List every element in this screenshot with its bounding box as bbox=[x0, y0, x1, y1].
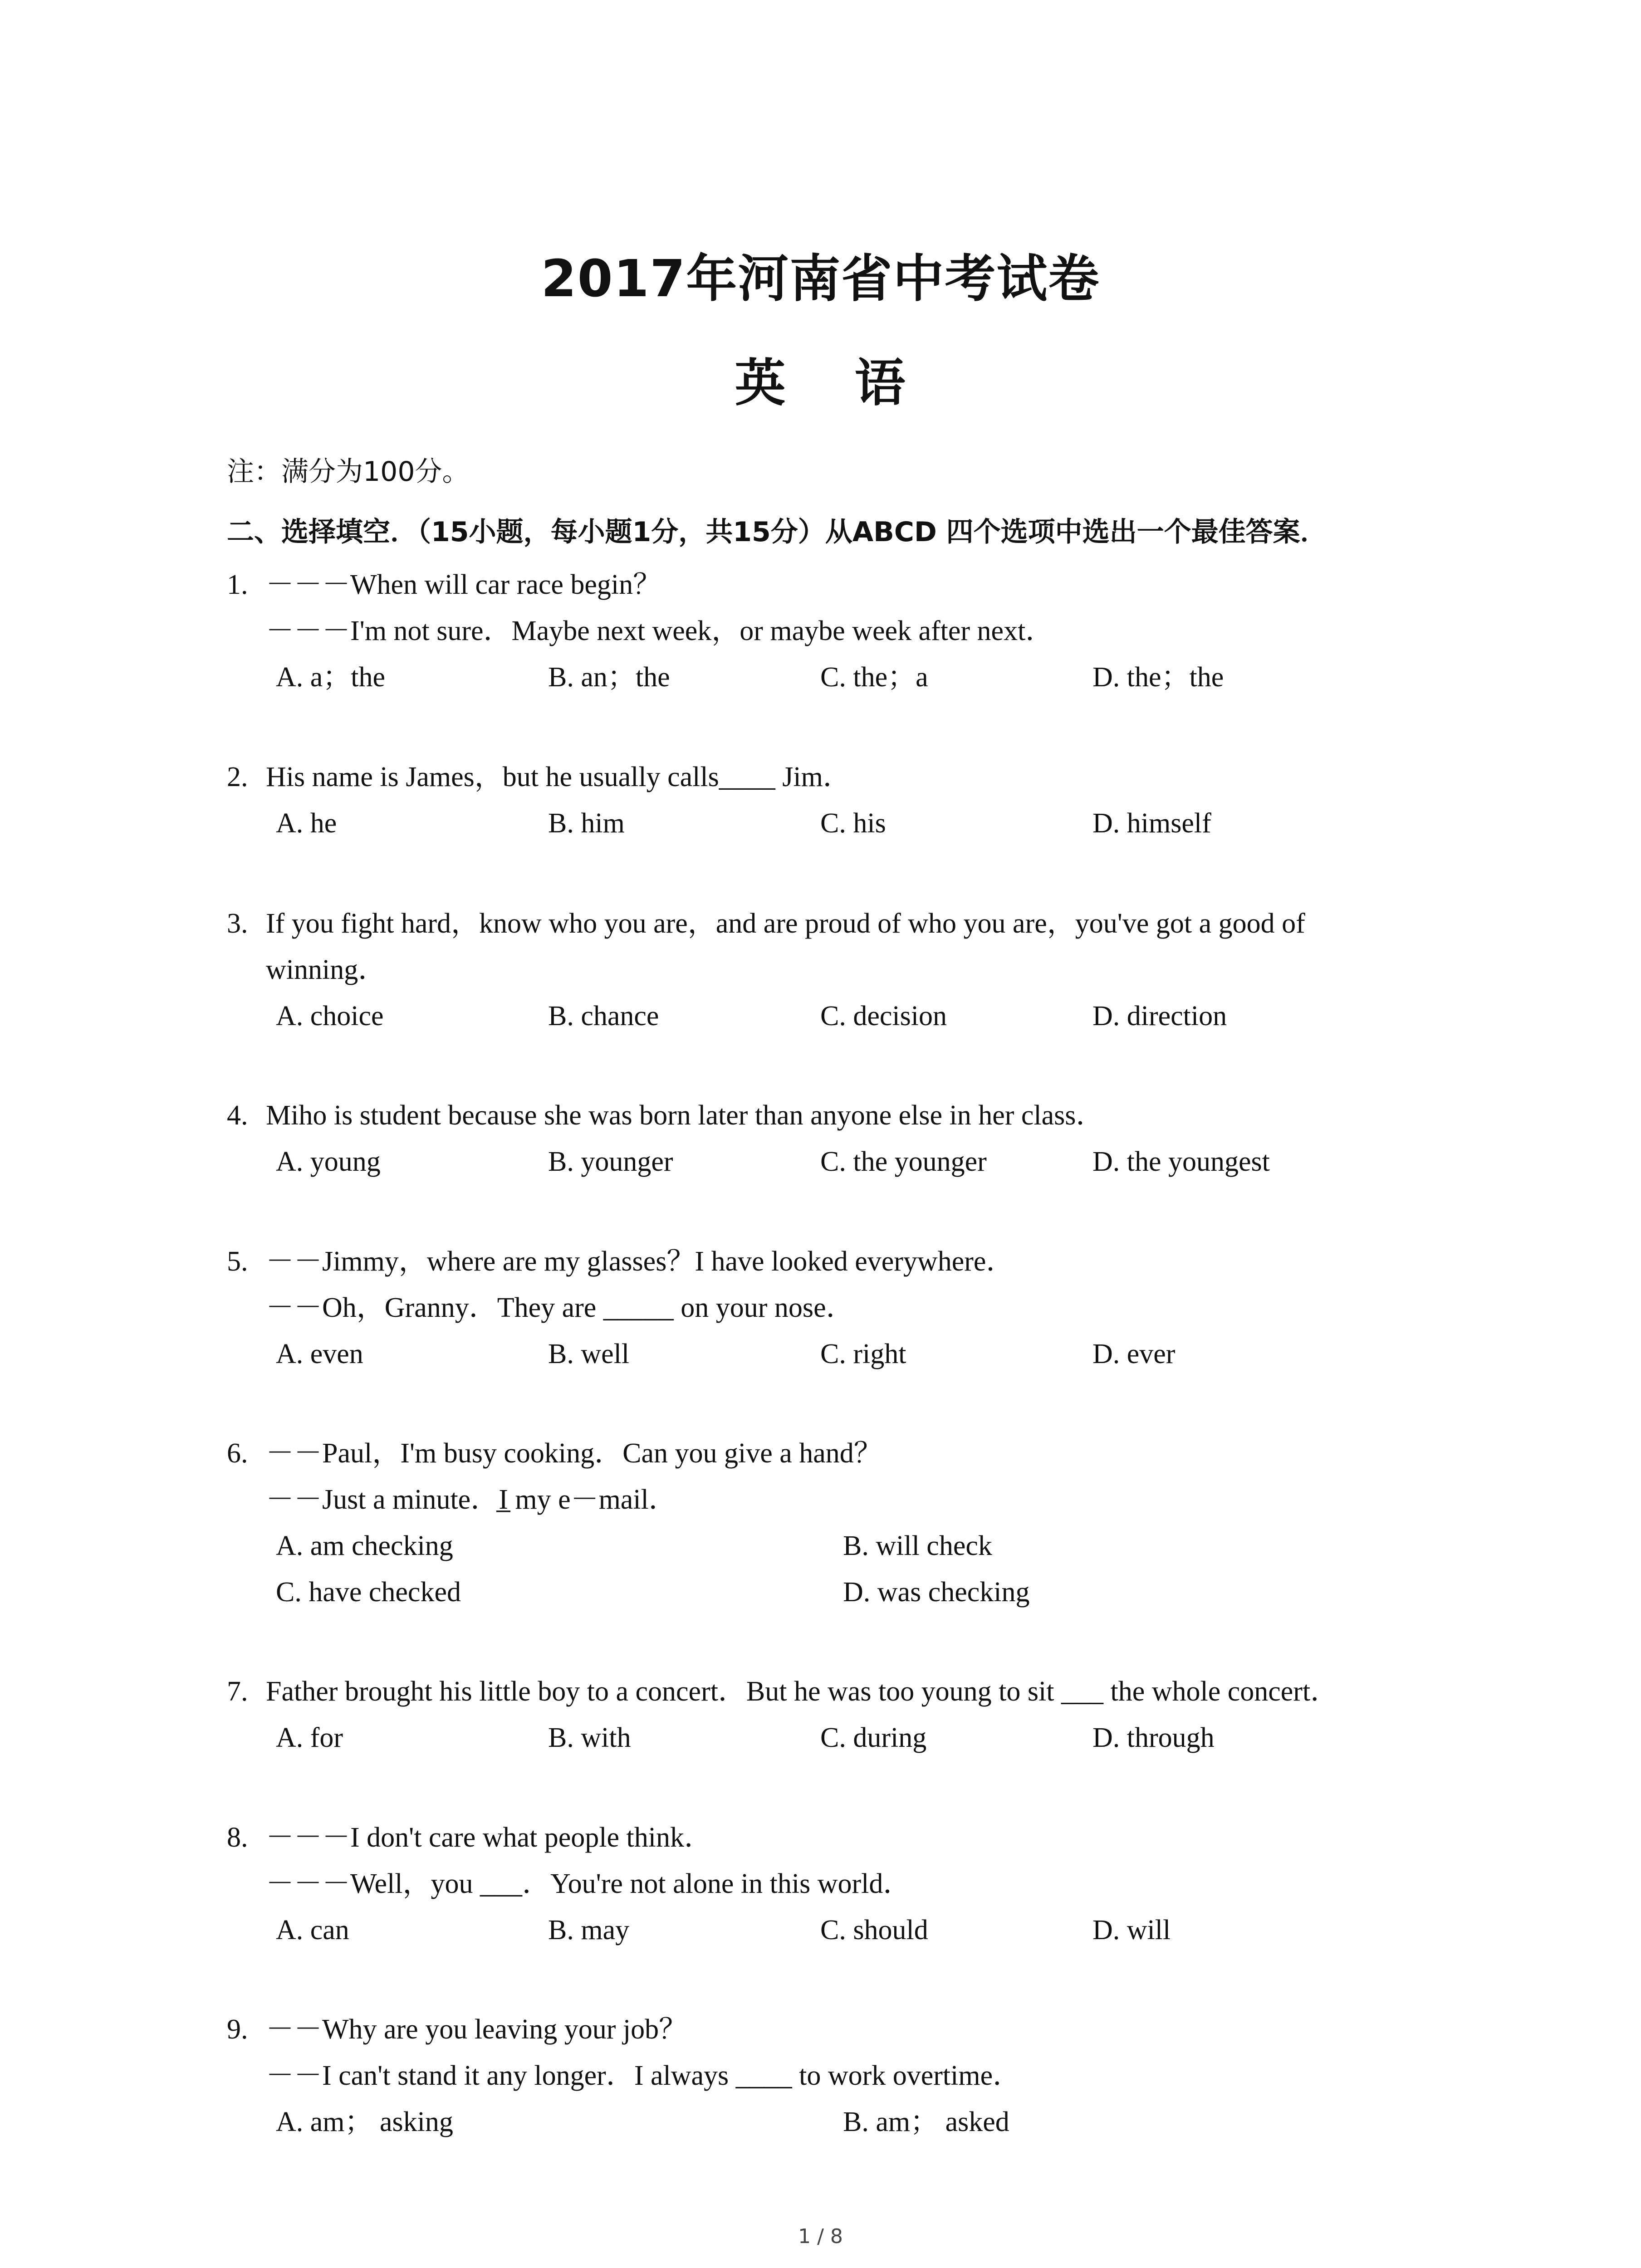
question-4 bbox=[227, 1092, 1429, 1185]
option-b: B. well bbox=[548, 1339, 630, 1369]
option-a: A. am； asking bbox=[276, 2107, 453, 2137]
option-b: B. him bbox=[548, 808, 625, 839]
question-text: winning． bbox=[266, 954, 387, 985]
question-2 bbox=[227, 754, 1429, 846]
question-text: －－－I'm not sure．Maybe next week，or maybe week after next． bbox=[266, 616, 1054, 646]
option-c: C. should bbox=[820, 1915, 928, 1945]
question-text: －－－When will car race begin？ bbox=[266, 569, 661, 600]
option-a: A. choice bbox=[276, 1001, 384, 1031]
option-a: A. young bbox=[276, 1146, 381, 1177]
exam-title: 2017年河南省中考试卷 bbox=[541, 249, 1100, 308]
options-row bbox=[227, 800, 1429, 846]
option-a: A. am checking bbox=[276, 1530, 453, 1561]
options-row bbox=[227, 1569, 1429, 1615]
question-text: －－I can't stand it any longer．I always ____ to work overtime． bbox=[266, 2060, 1021, 2091]
option-b: B. an；the bbox=[548, 662, 670, 693]
option-c: C. his bbox=[820, 808, 886, 839]
question-6 bbox=[227, 1430, 1429, 1615]
question-text: Miho is student because she was born later than anyone else in her class． bbox=[266, 1100, 1104, 1131]
question-text: －－－Well，you ___．You're not alone in this world． bbox=[266, 1868, 911, 1899]
option-c: C. have checked bbox=[276, 1577, 461, 1608]
question-text: －－Jimmy，where are my glasses？I have looked everywhere． bbox=[266, 1246, 1014, 1277]
option-b: B. with bbox=[548, 1722, 631, 1753]
option-d: D. will bbox=[1092, 1915, 1171, 1945]
question-8 bbox=[227, 1814, 1429, 1953]
question-1 bbox=[227, 562, 1429, 700]
option-d: D. through bbox=[1092, 1722, 1215, 1753]
option-d: D. the youngest bbox=[1092, 1146, 1270, 1177]
subject-char-2: 语 bbox=[854, 354, 906, 413]
option-c: C. right bbox=[820, 1339, 906, 1369]
question-number: 8. bbox=[227, 1822, 248, 1853]
question-number: 2. bbox=[227, 762, 248, 792]
options-row bbox=[227, 1715, 1429, 1761]
question-number: 7. bbox=[227, 1676, 248, 1707]
question-number: 5. bbox=[227, 1246, 248, 1277]
option-d: D. direction bbox=[1092, 1001, 1227, 1031]
options-row bbox=[227, 993, 1429, 1039]
options-row bbox=[227, 1331, 1429, 1377]
option-b: B. will check bbox=[843, 1530, 992, 1561]
question-9 bbox=[227, 2006, 1429, 2145]
option-c: C. during bbox=[820, 1722, 927, 1753]
option-a: A. even bbox=[276, 1339, 363, 1369]
question-text: －－Just a minute．I̲ my e－mail． bbox=[266, 1484, 677, 1515]
option-b: B. chance bbox=[548, 1001, 659, 1031]
option-d: D. ever bbox=[1092, 1339, 1176, 1369]
page-number: 1 / 8 bbox=[798, 2225, 843, 2248]
question-text: Father brought his little boy to a concert．But he was too young to sit ___ the whole concert． bbox=[266, 1676, 1339, 1707]
question-text: －－Paul，I'm busy cooking．Can you give a hand？ bbox=[266, 1438, 882, 1469]
question-number: 1. bbox=[227, 569, 248, 600]
question-text: －－Oh，Granny．They are _____ on your nose． bbox=[266, 1292, 854, 1323]
option-c: C. decision bbox=[820, 1001, 947, 1031]
option-a: A. a；the bbox=[276, 662, 386, 693]
options-row bbox=[227, 2099, 1429, 2145]
option-d: D. was checking bbox=[843, 1577, 1030, 1608]
option-a: A. he bbox=[276, 808, 337, 839]
exam-subject bbox=[0, 349, 1641, 417]
question-7 bbox=[227, 1668, 1429, 1761]
option-a: A. for bbox=[276, 1722, 343, 1753]
option-d: D. the；the bbox=[1092, 662, 1224, 693]
option-b: B. younger bbox=[548, 1146, 673, 1177]
options-row bbox=[227, 1907, 1429, 1953]
option-a: A. can bbox=[276, 1915, 349, 1945]
option-d: D. himself bbox=[1092, 808, 1211, 839]
score-note: 注：满分为100分。 bbox=[227, 456, 470, 488]
question-text: －－－I don't care what people think． bbox=[266, 1822, 712, 1853]
subject-char-1: 英 bbox=[735, 354, 787, 413]
option-c: C. the；a bbox=[820, 662, 928, 693]
option-c: C. the younger bbox=[820, 1146, 987, 1177]
option-b: B. am； asked bbox=[843, 2107, 1009, 2137]
options-row bbox=[227, 1139, 1429, 1185]
question-text: If you fight hard，know who you are，and are proud of who you are，you've got a good of bbox=[266, 908, 1305, 939]
question-number: 9. bbox=[227, 2014, 248, 2045]
section-heading: 二、选择填空．（15小题，每小题1分，共15分）从ABCD 四个选项中选出一个最佳答案． bbox=[227, 516, 1327, 548]
question-number: 3. bbox=[227, 908, 248, 939]
options-row bbox=[227, 654, 1429, 700]
option-b: B. may bbox=[548, 1915, 630, 1945]
question-text: His name is James，but he usually calls____ Jim． bbox=[266, 762, 851, 792]
question-text: －－Why are you leaving your job？ bbox=[266, 2014, 687, 2045]
question-3 bbox=[227, 900, 1429, 1039]
options-row bbox=[227, 1523, 1429, 1569]
question-number: 6. bbox=[227, 1438, 248, 1469]
question-5 bbox=[227, 1238, 1429, 1377]
question-number: 4. bbox=[227, 1100, 248, 1131]
